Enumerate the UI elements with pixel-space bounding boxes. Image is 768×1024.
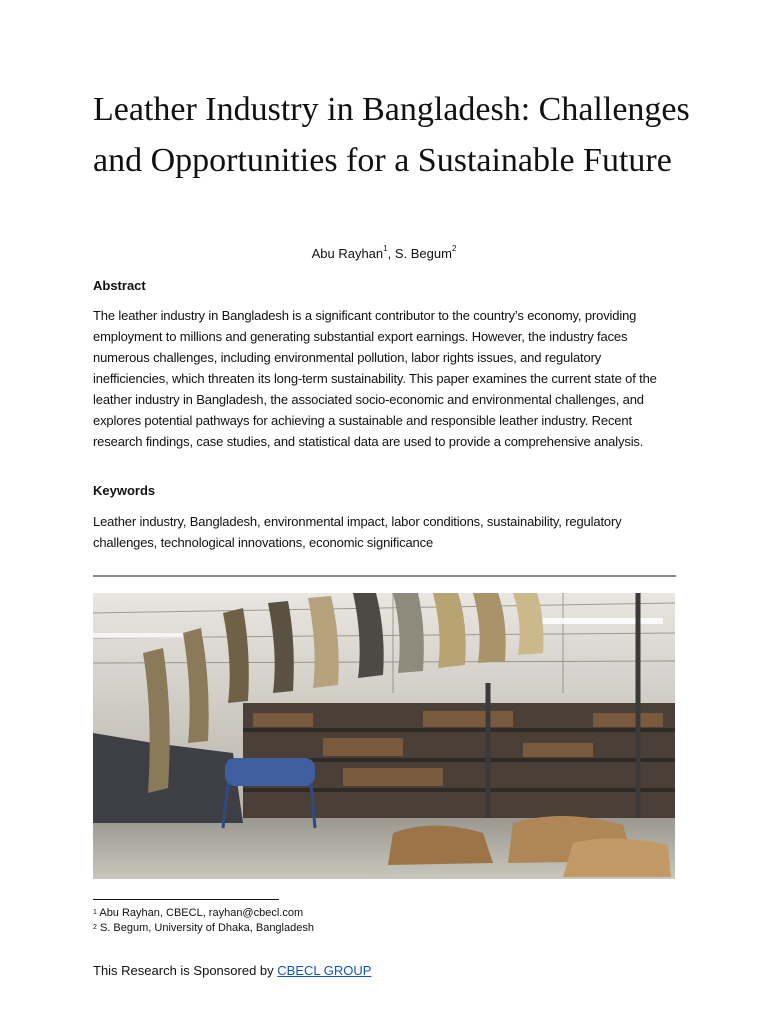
footnote-marker: 2 [93, 924, 97, 931]
author-affiliation-marker: 2 [451, 244, 457, 253]
keywords-heading: Keywords [93, 483, 156, 498]
leather-warehouse-photo [93, 593, 675, 879]
footnote-2 [93, 921, 314, 935]
section-divider [93, 575, 676, 577]
abstract-text: The leather industry in Bangladesh is a significant contributor to the country’s economy, providing employment to millions and generating substantial export earnings. However, the industry faces numerous challenges, including environmental pollution, labor rights issues, and regulatory inefficiencies, which threaten its long-term sustainability. This paper examines the current state of the leather industry in Bangladesh, the associated socio-economic and environmental challenges, and explores potential pathways for achieving a sustainable and responsible leather industry. Recent research findings, case studies, and statistical data are used to provide a comprehensive analysis. [93, 308, 657, 449]
paper-title: Leather Industry in Bangladesh: Challenges and Opportunities for a Sustainable Future [93, 91, 690, 179]
footnote-separator [93, 899, 279, 900]
footnote-1 [93, 906, 303, 920]
abstract-heading: Abstract [93, 278, 146, 293]
author-name: Abu Rayhan [311, 246, 384, 261]
author-line [93, 246, 675, 261]
footnote-text: Abu Rayhan, CBECL, rayhan@cbecl.com [96, 907, 304, 919]
author-separator: , [387, 246, 395, 261]
sponsor-line [93, 963, 371, 978]
sponsor-prefix: This Research is Sponsored by [93, 963, 278, 978]
author-affiliation-marker: 1 [383, 244, 388, 253]
sponsor-link[interactable]: CBECL GROUP [277, 963, 372, 978]
footnote-marker: 1 [93, 909, 97, 916]
author-name: S. Begum [394, 246, 452, 261]
footnote-text: S. Begum, University of Dhaka, Bangladesh [96, 922, 314, 934]
keywords-text: Leather industry, Bangladesh, environmental impact, labor conditions, sustainability, regulatory challenges, technological innovations, economic significance [93, 514, 622, 550]
